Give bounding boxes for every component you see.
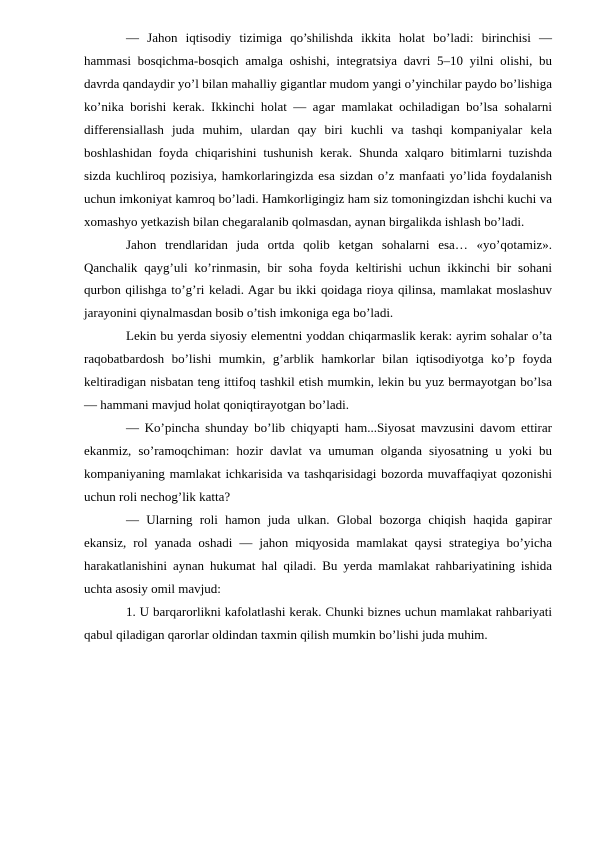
paragraph-1: — Jahon iqtisodiy tizimiga qo’shilishda ikkita holat bo’ladi: birinchisi — hammasi bosqichma-bosqich amalga oshishi, integratsiya davri 5–10 yilni olishi, bu davrda qandaydir yo’l bilan mahalliy gigantlar mudom yangi o’yinchilar paydo bo’lishiga ko’nika borishi kerak. Ikkinchi holat — agar mamlakat ochiladigan bo’lsa sohalarni differensiallash juda muhim, ulardan qay biri kuchli va tashqi kompaniyalar kela boshlashidan foyda chiqarishini tushunish kerak. Shunda xalqaro bitimlarni tuzishda sizda kuchliroq pozisiya, hamkorlaringizda esa sizdan o’z manfaati yo’lida foydalanish uchun imkoniyat kamroq bo’ladi. Hamkorligingiz ham siz tomoningizdan ishchi kuchi va xomashyo yetkazish bilan chegaralanib qolmasdan, aynan birgalikda ishlash bo’ladi. — [84, 30, 552, 229]
document-page — [84, 27, 552, 647]
paragraph-2: Jahon trendlaridan juda ortda qolib ketgan sohalarni esa… «yo’qotamiz». Qanchalik qayg’uli ko’rinmasin, bir soha foyda keltirishi uchun ikkinchi bir sohani qurbon qilishga to’g’ri keladi. Agar bu ikki qoidaga rioya qilinsa, mamlakat moslashuv jarayonini qiynalmasdan bosib o’tish imkoniga ega bo’ladi. — [84, 236, 552, 321]
paragraph-5: — Ularning roli hamon juda ulkan. Global bozorga chiqish haqida gapirar ekansiz, rol yanada oshadi — jahon miqyosida mamlakat qaysi strategiya bo’yicha harakatlanishini aynan hukumat hal qiladi. Bu yerda mamlakat rahbariyatining ishida uchta asosiy omil mavjud: — [84, 512, 552, 596]
paragraph-6: 1. U barqarorlikni kafolatlashi kerak. Chunki biznes uchun mamlakat rahbariyati qabul qiladigan qarorlar oldindan taxmin qilish mumkin bo’lishi juda muhim. — [84, 603, 552, 642]
paragraph-4: — Ko’pincha shunday bo’lib chiqyapti ham...Siyosat mavzusini davom ettirar ekanmiz, so’ramoqchiman: hozir davlat va umuman olganda siyosatning u yoki bu kompaniyaning mamlakat ichkarisida va tashqarisidagi bozorda muvaffaqiyat qozonishi uchun roli nechog’lik katta? — [84, 420, 552, 505]
paragraph-3: Lekin bu yerda siyosiy elementni yoddan chiqarmaslik kerak: ayrim sohalar o’ta raqobatbardosh bo’lishi mumkin, g’arblik hamkorlar bilan iqtisodiyotga ko’p foyda keltiradigan nisbatan teng ittifoq tashkil etish mumkin, lekin bu yuz bermayotgan bo’lsa — hammani mavjud holat qoniqtirayotgan bo’ladi. — [84, 328, 552, 413]
